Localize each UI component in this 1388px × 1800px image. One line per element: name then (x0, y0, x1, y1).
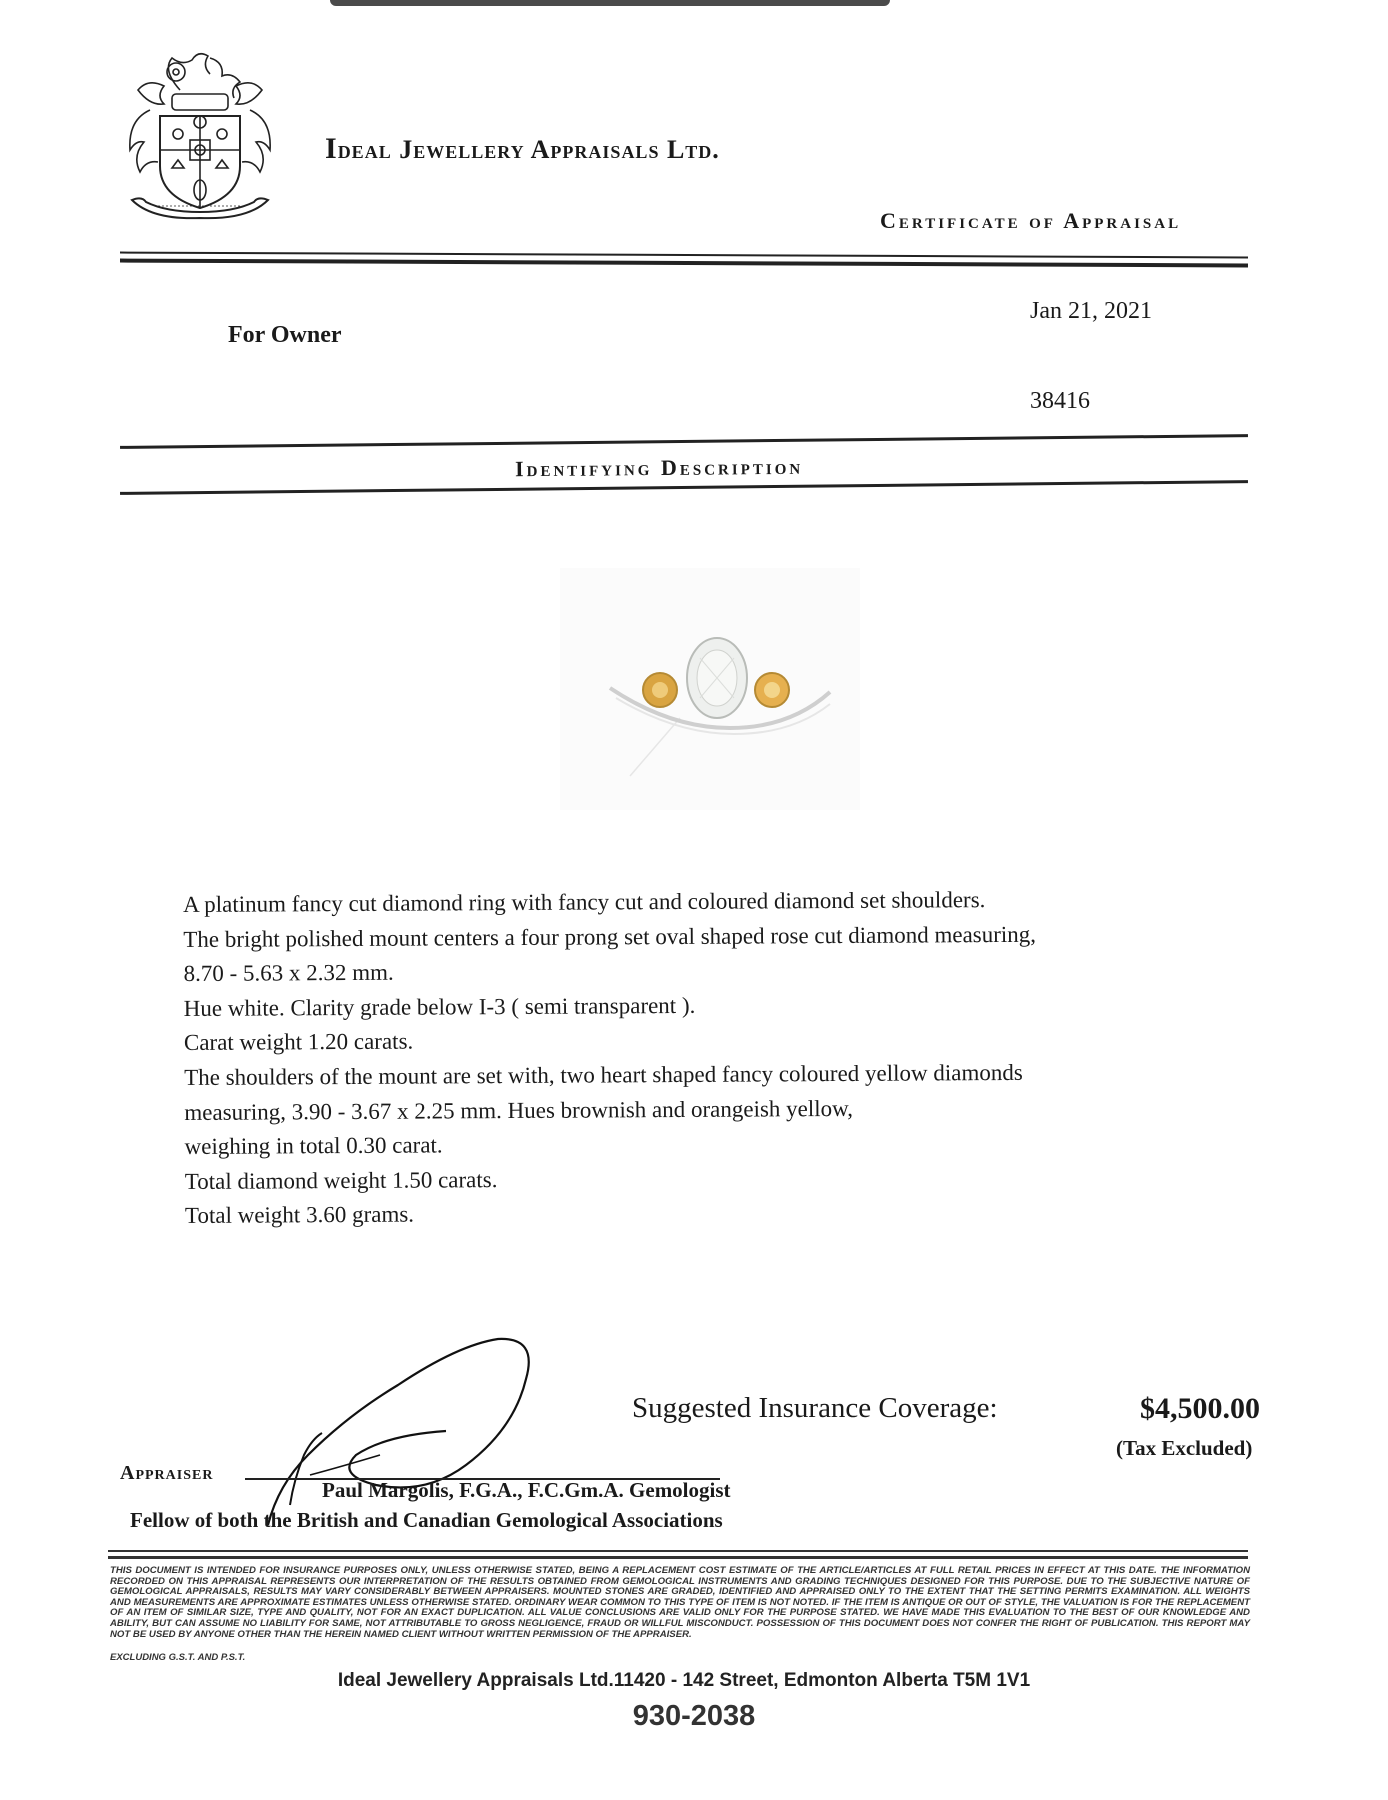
tax-note: (Tax Excluded) (1116, 1436, 1253, 1460)
scan-top-edge (330, 0, 890, 6)
item-description (183, 882, 1185, 1234)
certificate-number: 38416 (1030, 388, 1090, 414)
ring-photo (560, 568, 860, 810)
description-line: weighing in total 0.30 carat. (184, 1132, 443, 1160)
insurance-amount: $4,500.00 (1140, 1392, 1260, 1425)
coat-of-arms-crest-icon (120, 50, 280, 225)
description-line: 8.70 - 5.63 x 2.32 mm. (183, 959, 394, 987)
disclaimer-rule-mid (108, 1556, 1248, 1559)
tax-exclusion-note: EXCLUDING G.S.T. AND P.S.T. (110, 1652, 246, 1663)
description-line: A platinum fancy cut diamond ring with fancy cut and coloured diamond set shoulders. (183, 887, 986, 917)
description-line: The bright polished mount centers a four prong set oval shaped rose cut diamond measuring, (183, 921, 1037, 952)
footer-address: Ideal Jewellery Appraisals Ltd.11420 - 142 Street, Edmonton Alberta T5M 1V1 (337, 1670, 1031, 1691)
disclaimer-rule-top (108, 1550, 1248, 1552)
appraiser-signature (250, 1315, 560, 1540)
description-line: Total diamond weight 1.50 carats. (184, 1166, 498, 1194)
appraiser-affiliation: Fellow of both the British and Canadian Gemological Associations (130, 1508, 723, 1532)
description-line: Total weight 3.60 grams. (184, 1201, 415, 1229)
insurance-coverage-label: Suggested Insurance Coverage: (632, 1392, 998, 1424)
footer-phone: 930-2038 (632, 1700, 756, 1732)
section-rule-bottom (120, 480, 1248, 495)
description-line: Carat weight 1.20 carats. (183, 1028, 414, 1056)
section-title: Identifying Description (514, 453, 804, 482)
header-rule-top (120, 252, 1248, 259)
legal-disclaimer: THIS DOCUMENT IS INTENDED FOR INSURANCE PURPOSES ONLY, UNLESS OTHERWISE STATED, BEING A REPLACEMENT COST ESTIMATE OF THE ARTICLE/ARTICLES AT FULL RETAIL PRICES IN EFFECT AT THIS DATE. THE INFORMATION RECORDED ON THIS APPRAISAL REPRESENTS OUR INTERPRETATION OF THE RESULTS OBTAINED FROM GEMOLOGICAL INSTRUMENTS AND GRADING TECHNIQUES DESIGNED FOR THIS PURPOSE. DUE TO THE SUBJECTIVE NATURE OF GEMOLOGICAL APPRAISALS, RESULTS MAY VARY CONSIDERABLY BETWEEN APPRAISERS. MOUNTED STONES ARE GRADED, IDENTIFIED AND APPRAISED ONLY TO THE EXTENT THAT THE SETTING PERMITS EXAMINATION. ALL WEIGHTS AND MEASUREMENTS ARE APPROXIMATE ESTIMATES UNLESS OTHERWISE STATED. ORDINARY WEAR COMMON TO THIS TYPE OF ITEM IS NOT NOTED. IF THE ITEM IS ANTIQUE OR OUT OF STYLE, THE VALUATION IS FOR THE REPLACEMENT OF AN ITEM OF SIMILAR SIZE, TYPE AND QUALITY, NOT FOR AN EXACT DUPLICATION. ALL VALUE CONCLUSIONS ARE VALID ONLY FOR THE PURPOSE STATED. WE HAVE MADE THIS EVALUATION TO THE BEST OF OUR KNOWLEDGE AND ABILITY, BUT CAN ASSUME NO LIABILITY FOR SAME, NOT ATTRIBUTABLE TO GROSS NEGLIGENCE, FRAUD OR WILLFUL MISCONDUCT. POSSESSION OF THIS DOCUMENT DOES NOT CONFER THE RIGHT OF PUBLICATION. THIS REPORT MAY NOT BE USED BY ANYONE OTHER THAN THE HEREIN NAMED CLIENT WITHOUT WRITTEN PERMISSION OF THE APPRAISER. (110, 1565, 1250, 1640)
header-rule-bottom (120, 259, 1248, 268)
description-line: measuring, 3.90 - 3.67 x 2.25 mm. Hues brownish and orangeish yellow, (184, 1095, 854, 1125)
company-name: Ideal Jewellery Appraisals Ltd. (325, 132, 720, 165)
owner-label: For Owner (228, 322, 342, 348)
appraiser-name: Paul Margolis, F.G.A., F.C.Gm.A. Gemologist (322, 1478, 731, 1502)
certificate-title: Certificate of Appraisal (880, 208, 1182, 233)
appraiser-label: Appraiser (120, 1462, 214, 1484)
description-line: The shoulders of the mount are set with, two heart shaped fancy coloured yellow diamonds (184, 1059, 1023, 1090)
section-rule-top (120, 434, 1248, 449)
appraisal-date: Jan 21, 2021 (1030, 298, 1152, 324)
description-line: Hue white. Clarity grade below I-3 ( semi transparent ). (183, 992, 696, 1021)
